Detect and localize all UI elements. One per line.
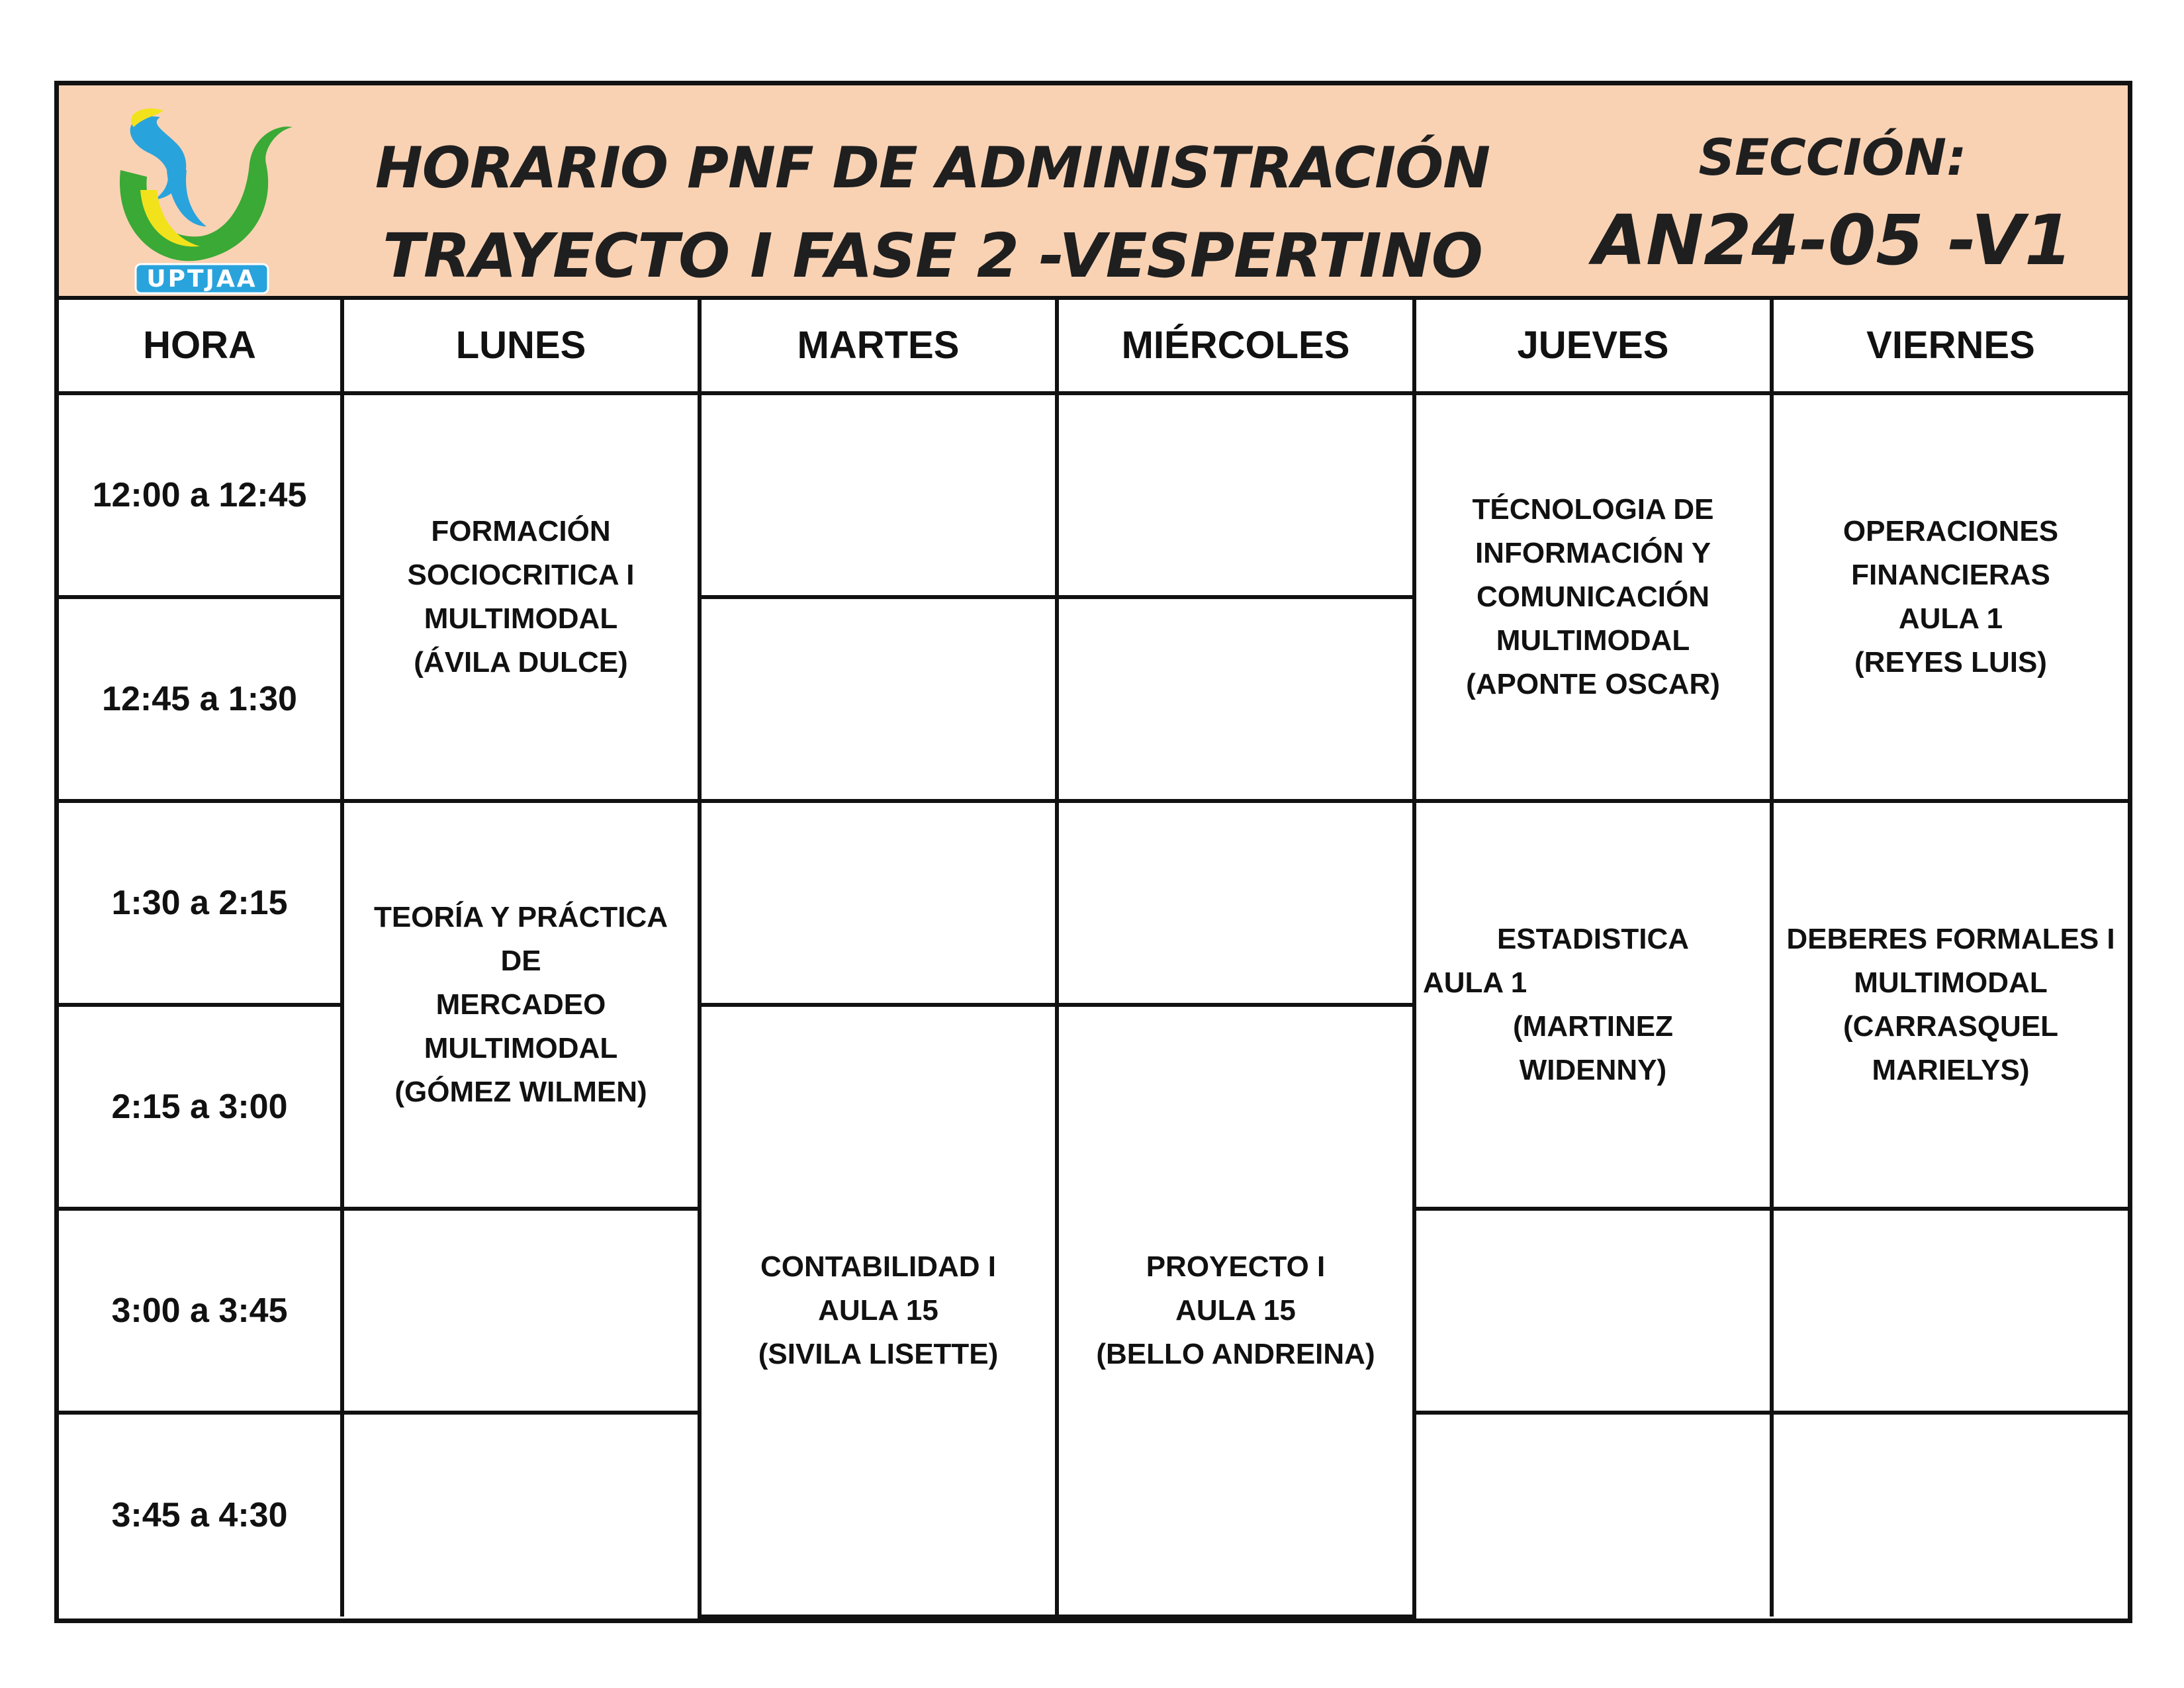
empty-cell xyxy=(700,597,1057,801)
empty-cell xyxy=(1772,1209,2128,1413)
empty-cell xyxy=(1772,1413,2128,1617)
table-row xyxy=(59,801,2128,1005)
hour-cell: 12:45 a 1:30 xyxy=(59,597,342,801)
empty-cell xyxy=(700,801,1057,1005)
empty-cell xyxy=(1057,597,1414,801)
column-header-hora: HORA xyxy=(59,300,342,393)
hour-cell: 3:00 a 3:45 xyxy=(59,1209,342,1413)
empty-cell xyxy=(1414,1413,1772,1617)
hour-cell: 3:45 a 4:30 xyxy=(59,1413,342,1617)
empty-cell xyxy=(342,1209,700,1413)
class-cell-jueves-estadistica: ESTADISTICA AULA 1 (MARTINEZ WIDENNY) xyxy=(1414,801,1772,1209)
class-cell-lunes-formacion: FORMACIÓN SOCIOCRITICA I MULTIMODAL (ÁVILA DULCE) xyxy=(342,393,700,801)
uptjaa-logo-icon xyxy=(97,91,302,296)
class-cell-viernes-deberes: DEBERES FORMALES I MULTIMODAL (CARRASQUEL MARIELYS) xyxy=(1772,801,2128,1209)
section-label: SECCIÓN: xyxy=(1698,128,1967,187)
class-cell-martes-contabilidad: CONTABILIDAD I AULA 15 (SIVILA LISETTE) xyxy=(700,1005,1057,1617)
class-cell-viernes-operaciones: OPERACIONES FINANCIERAS AULA 1 (REYES LUIS) xyxy=(1772,393,2128,801)
hour-cell: 12:00 a 12:45 xyxy=(59,393,342,597)
title-line-1: HORARIO PNF DE ADMINISTRACIÓN xyxy=(375,135,1490,201)
schedule-header xyxy=(59,85,2128,300)
class-cell-lunes-mercadeo: TEORÍA Y PRÁCTICA DE MERCADEO MULTIMODAL (GÓMEZ WILMEN) xyxy=(342,801,700,1209)
column-header-martes: MARTES xyxy=(700,300,1057,393)
schedule-title xyxy=(310,125,1555,301)
empty-cell xyxy=(700,393,1057,597)
hour-cell: 2:15 a 3:00 xyxy=(59,1005,342,1209)
column-header-viernes: VIERNES xyxy=(1772,300,2128,393)
section-code: AN24-05 -V1 xyxy=(1592,200,2073,281)
empty-cell xyxy=(1057,393,1414,597)
day-header-row xyxy=(59,300,2128,393)
section-info xyxy=(1551,121,2114,287)
class-cell-miercoles-proyecto: PROYECTO I AULA 15 (BELLO ANDREINA) xyxy=(1057,1005,1414,1617)
hour-cell: 1:30 a 2:15 xyxy=(59,801,342,1005)
empty-cell xyxy=(342,1413,700,1617)
column-header-jueves: JUEVES xyxy=(1414,300,1772,393)
column-header-lunes: LUNES xyxy=(342,300,700,393)
class-cell-jueves-tecnologia: TÉCNOLOGIA DE INFORMACIÓN Y COMUNICACIÓN MULTIMODAL (APONTE OSCAR) xyxy=(1414,393,1772,801)
empty-cell xyxy=(1057,801,1414,1005)
schedule-table xyxy=(59,300,2128,1618)
title-line-2: TRAYECTO I FASE 2 -VESPERTINO xyxy=(383,220,1482,291)
column-header-miercoles: MIÉRCOLES xyxy=(1057,300,1414,393)
empty-cell xyxy=(1414,1209,1772,1413)
svg-text:UPTJAA: UPTJAA xyxy=(146,265,257,293)
table-row xyxy=(59,393,2128,597)
schedule-sheet xyxy=(54,81,2132,1623)
